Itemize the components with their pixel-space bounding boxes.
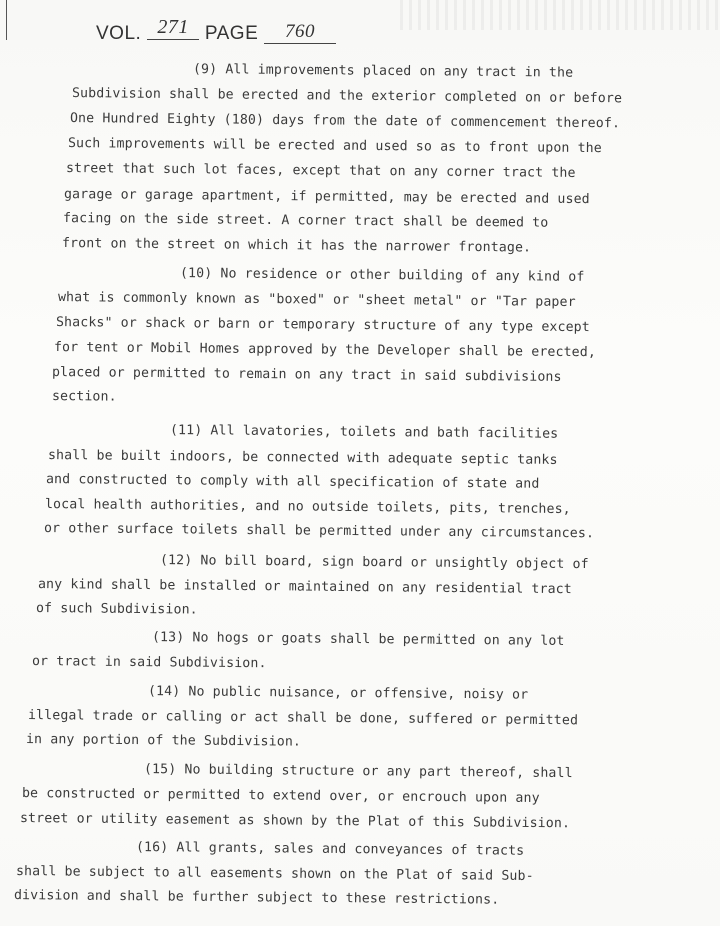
vol-number: 271 <box>147 16 199 40</box>
text-line: of such Subdivision. <box>35 601 198 618</box>
text-line: and constructed to comply with all specification of state and <box>45 472 540 492</box>
text-line: One Hundred Eighty (180) days from the date of commencement thereof. <box>69 111 621 132</box>
text-line: Such improvements will be erected and used so as to front upon the <box>67 136 602 157</box>
text-line: garage or garage apartment, if permitted, may be erected and used <box>63 187 590 208</box>
text-line: or tract in said Subdivision. <box>31 654 267 672</box>
text-line: or other surface toilets shall be permitted under any circumstances. <box>43 521 595 542</box>
text-line: shall be subject to all easements shown on the Plat of said Sub- <box>15 864 534 884</box>
text-line: street or utility easement as shown by the Plat of this Subdivision. <box>19 811 571 832</box>
text-line: (10) No residence or other building of any kind of <box>179 266 585 285</box>
text-line: any kind shall be installed or maintained on any residential tract <box>37 577 572 598</box>
page-edge-mark <box>6 0 7 40</box>
text-line: (14) No public nuisance, or offensive, noisy or <box>147 684 529 703</box>
text-line: shall be built indoors, be connected with adequate septic tanks <box>47 448 558 468</box>
text-line: illegal trade or calling or act shall be done, suffered or permitted <box>27 708 579 729</box>
text-line: (9) All improvements placed on any tract in the <box>192 62 574 81</box>
page-label: PAGE <box>204 23 259 44</box>
text-line: (15) No building structure or any part thereof, shall <box>143 762 573 782</box>
text-line: (12) No bill board, sign board or unsightly object of <box>159 553 589 573</box>
scan-noise <box>400 0 720 30</box>
text-line: Shacks" or shack or barn or temporary structure of any type except <box>55 315 590 336</box>
text-line: section. <box>51 389 117 405</box>
text-line: local health authorities, and no outside toilets, pits, trenches, <box>44 497 571 518</box>
text-line: (16) All grants, sales and conveyances of tracts <box>135 840 525 859</box>
volume-page-header <box>96 16 336 46</box>
vol-label: VOL. <box>96 23 142 44</box>
text-line: Subdivision shall be erected and the exterior completed on or before <box>71 86 623 107</box>
text-line: be constructed or permitted to extend over, or encrouch upon any <box>21 786 540 806</box>
text-line: placed or permitted to remain on any tract in said subdivisions <box>51 365 562 385</box>
text-line: facing on the side street. A corner tract shall be deemed to <box>62 211 549 231</box>
text-line: front on the street on which it has the narrower frontage. <box>61 236 532 256</box>
text-line: what is commonly known as "boxed" or "sheet metal" or "Tar paper <box>57 290 576 310</box>
text-line: (13) No hogs or goats shall be permitted on any lot <box>151 630 565 649</box>
text-line: street that such lot faces, except that on any corner tract the <box>65 161 576 181</box>
page-number: 760 <box>264 21 336 44</box>
text-line: for tent or Mobil Homes approved by the Developer shall be erected, <box>53 340 597 361</box>
text-line: in any portion of the Subdivision. <box>25 732 302 750</box>
text-line: (11) All lavatories, toilets and bath facilities <box>169 423 559 442</box>
text-line: division and shall be further subject to these restrictions. <box>13 888 500 908</box>
